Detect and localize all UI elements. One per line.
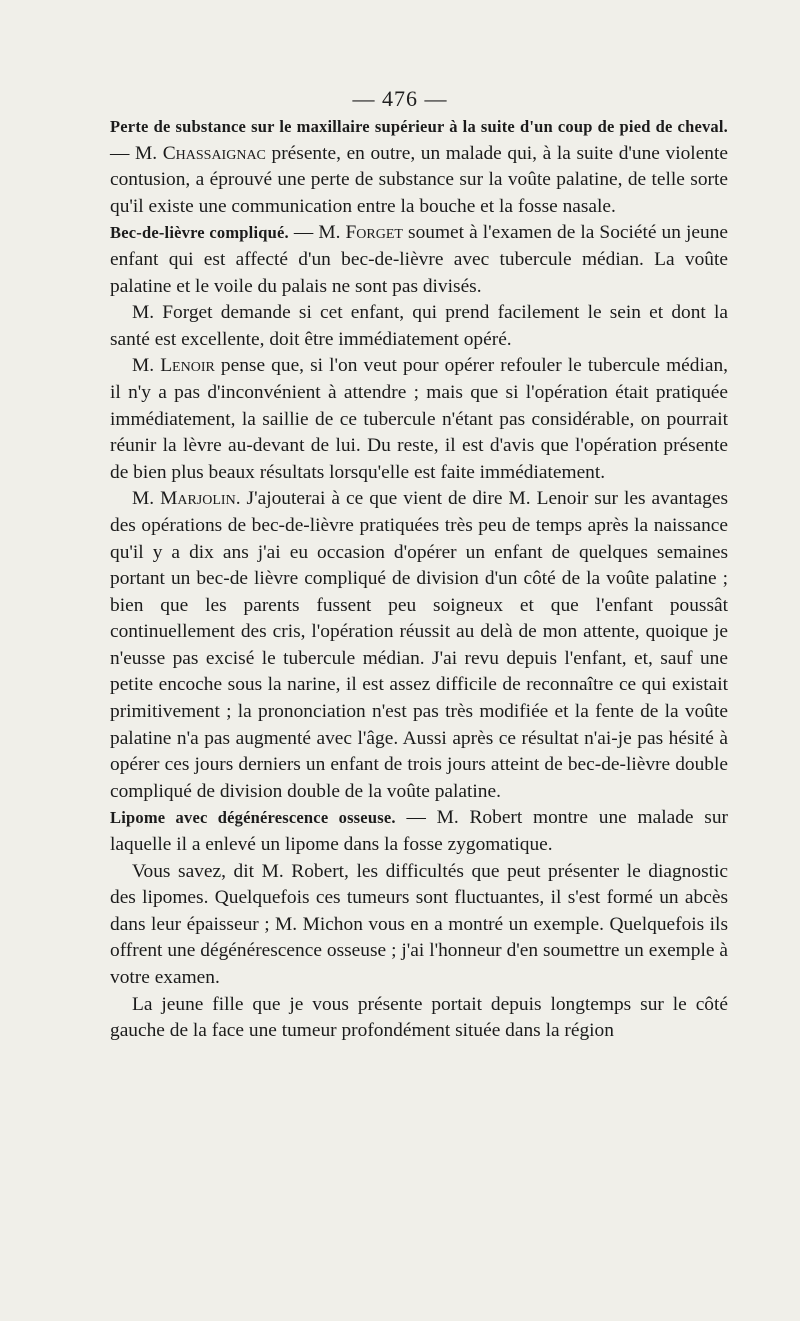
dash: — M.: [288, 222, 346, 244]
paragraph-lenoir: [110, 353, 728, 486]
paragraph-forget-question: [110, 300, 728, 353]
paragraph-jeune-fille: [110, 992, 728, 1045]
paragraph-text: soumet à l'examen de la Société un jeune enfant qui est affecté d'un bec-de-lièvre avec tubercule médian. La voûte palatine et le voile du palais ne sont pas divisés.: [110, 222, 729, 297]
surgeon-name-marjolin: Marjolin: [160, 488, 236, 510]
paragraph-bec-de-lievre: [110, 220, 728, 300]
dash: — M.: [110, 142, 163, 164]
paragraph-perte-de-substance: [110, 114, 728, 220]
paragraph-text: Vous savez, dit M. Robert, les difficultés que peut présenter le diagnostic des lipomes. Quelquefois ces tumeurs sont fluctuantes, il s'est formé un abcès dans leur épaisseur ; M. Michon vous en a montré un exemple. Quelquefois ils offrent une dégénérescence osseuse ; j'ai l'honneur d'en soumettre un exemple à votre examen.: [110, 860, 728, 988]
paragraph-text: présente, en outre, un malade qui, à la suite d'une violente contusion, a éprouvé une perte de substance sur la voûte palatine, de telle sorte qu'il existe une communication entre la bouche et la fosse nasale.: [110, 142, 728, 217]
section-heading-bec-de-lievre: Bec-de-lièvre compliqué.: [110, 223, 289, 243]
paragraph-lipome: [110, 805, 728, 858]
paragraph-text: pense que, si l'on veut pour opérer refouler le tubercule médian, il n'y a pas d'inconvénient à attendre ; mais que si l'opération était pratiquée immédiatement, la saillie de ce tubercule n'étant pas considérable, on pourrait réunir la lèvre au-devant de lui. Du reste, il est d'avis que l'opération présente de bien plus beaux résultats lorsqu'elle est faite immédiatement.: [110, 355, 729, 483]
body-text: [110, 114, 728, 1045]
section-heading-lipome: Lipome avec dégénérescence osseuse.: [110, 808, 396, 828]
paragraph-robert-diagnostic: [110, 859, 728, 992]
surgeon-name-lenoir: Lenoir: [160, 355, 215, 377]
page-number: — 476 —: [352, 86, 448, 111]
paragraph-text: — M. Robert montre une malade sur laquelle il a enlevé un lipome dans la fosse zygomatique.: [110, 807, 728, 856]
paragraph-text: . J'ajouterai à ce que vient de dire M. Lenoir sur les avantages des opérations de bec-de-lièvre pratiquées très peu de temps après la naissance qu'il y a dix ans j'ai eu occasion d'opérer un enfant de quelques semaines portant un bec-de lièvre compliqué de division d'un côté de la voûte palatine ; bien que les parents fussent peu soigneux et que l'enfant poussât continuellement des cris, l'opération réussit au delà de mon attente, quoique je n'eusse pas excisé le tubercule médian. J'ai revu depuis l'enfant, et, sauf une petite encoche sous la narine, il est assez difficile de reconnaître ce qui existait primitivement ; la prononciation n'est pas très modifiée et la fente de la voûte palatine n'a pas augmenté avec l'âge. Aussi après ce résultat n'ai-je pas hésité à opérer ces jours derniers un enfant de trois jours atteint de bec-de-lièvre double compliqué de division double de la voûte palatine.: [110, 488, 729, 802]
section-heading-perte-de-substance: Perte de substance sur le maxillaire supérieur à la suite d'un coup de pied de cheval.: [110, 117, 728, 136]
surgeon-name-forget: Forget: [345, 222, 403, 244]
surgeon-name-chassaignac: Chassaignac: [162, 142, 266, 164]
paragraph-text: La jeune fille que je vous présente portait depuis longtemps sur le côté gauche de la face une tumeur profondément située dans la région: [110, 993, 728, 1042]
paragraph-marjolin: [110, 486, 728, 805]
speaker-prefix: M.: [132, 488, 161, 510]
speaker-prefix: M.: [132, 355, 161, 377]
paragraph-text: M. Forget demande si cet enfant, qui prend facilement le sein et dont la santé est excellente, doit être immédiatement opéré.: [110, 302, 728, 350]
